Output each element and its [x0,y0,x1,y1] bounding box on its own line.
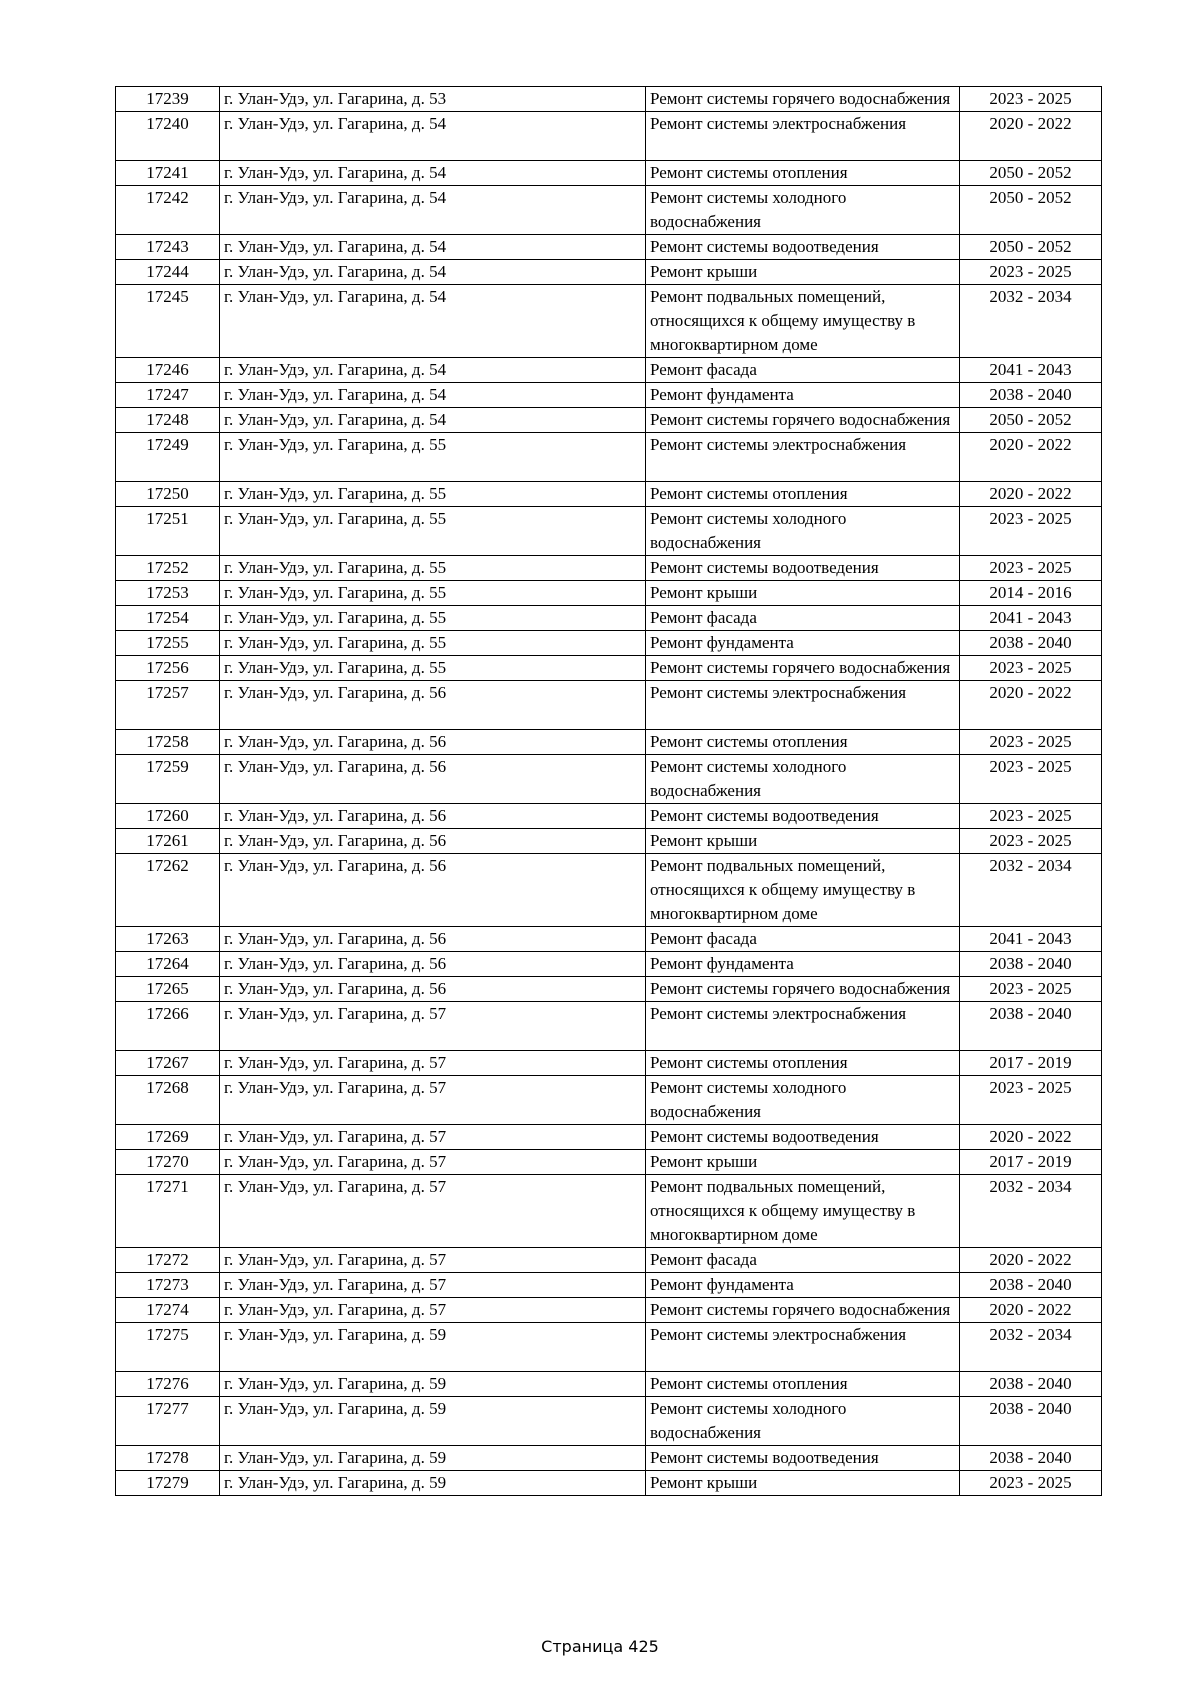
period-cell: 2050 - 2052 [960,161,1102,186]
work-type-cell: Ремонт крыши [646,1471,960,1496]
address-cell: г. Улан-Удэ, ул. Гагарина, д. 54 [220,383,646,408]
work-type-cell: Ремонт фундамента [646,1273,960,1298]
row-number: 17250 [116,482,220,507]
period-cell: 2023 - 2025 [960,507,1102,556]
table-row [116,556,1102,581]
work-type-cell: Ремонт фасада [646,358,960,383]
period-cell: 2041 - 2043 [960,927,1102,952]
row-number: 17262 [116,854,220,927]
table-row [116,1051,1102,1076]
address-cell: г. Улан-Удэ, ул. Гагарина, д. 57 [220,1125,646,1150]
address-cell: г. Улан-Удэ, ул. Гагарина, д. 54 [220,112,646,161]
work-type-cell: Ремонт системы электроснабжения [646,1323,960,1372]
row-number: 17249 [116,433,220,482]
table-row [116,581,1102,606]
work-type-cell: Ремонт системы холодного водоснабжения [646,1397,960,1446]
address-cell: г. Улан-Удэ, ул. Гагарина, д. 54 [220,285,646,358]
period-cell: 2041 - 2043 [960,358,1102,383]
row-number: 17248 [116,408,220,433]
table-row [116,1076,1102,1125]
address-cell: г. Улан-Удэ, ул. Гагарина, д. 54 [220,260,646,285]
address-cell: г. Улан-Удэ, ул. Гагарина, д. 54 [220,161,646,186]
table-row [116,656,1102,681]
address-cell: г. Улан-Удэ, ул. Гагарина, д. 57 [220,1273,646,1298]
period-cell: 2023 - 2025 [960,1076,1102,1125]
work-type-cell: Ремонт фасада [646,1248,960,1273]
period-cell: 2038 - 2040 [960,952,1102,977]
table-row [116,829,1102,854]
work-type-cell: Ремонт фасада [646,606,960,631]
table-row [116,1150,1102,1175]
row-number: 17254 [116,606,220,631]
address-cell: г. Улан-Удэ, ул. Гагарина, д. 57 [220,1076,646,1125]
period-cell: 2023 - 2025 [960,977,1102,1002]
period-cell: 2038 - 2040 [960,1002,1102,1051]
period-cell: 2023 - 2025 [960,260,1102,285]
address-cell: г. Улан-Удэ, ул. Гагарина, д. 56 [220,854,646,927]
table-row [116,186,1102,235]
period-cell: 2032 - 2034 [960,854,1102,927]
period-cell: 2020 - 2022 [960,1298,1102,1323]
table-row [116,927,1102,952]
table-row [116,1248,1102,1273]
work-type-cell: Ремонт системы горячего водоснабжения [646,977,960,1002]
period-cell: 2038 - 2040 [960,631,1102,656]
table-row [116,235,1102,260]
period-cell: 2050 - 2052 [960,235,1102,260]
period-cell: 2023 - 2025 [960,1471,1102,1496]
period-cell: 2023 - 2025 [960,656,1102,681]
work-type-cell: Ремонт системы электроснабжения [646,433,960,482]
period-cell: 2017 - 2019 [960,1150,1102,1175]
row-number: 17252 [116,556,220,581]
address-cell: г. Улан-Удэ, ул. Гагарина, д. 57 [220,1248,646,1273]
period-cell: 2041 - 2043 [960,606,1102,631]
period-cell: 2020 - 2022 [960,681,1102,730]
table-row [116,285,1102,358]
work-type-cell: Ремонт системы водоотведения [646,1125,960,1150]
address-cell: г. Улан-Удэ, ул. Гагарина, д. 56 [220,755,646,804]
address-cell: г. Улан-Удэ, ул. Гагарина, д. 59 [220,1372,646,1397]
table-row [116,1397,1102,1446]
table-row [116,854,1102,927]
table-row [116,804,1102,829]
work-type-cell: Ремонт системы горячего водоснабжения [646,656,960,681]
period-cell: 2020 - 2022 [960,433,1102,482]
table-row [116,1323,1102,1372]
work-type-cell: Ремонт системы отопления [646,730,960,755]
table-row [116,606,1102,631]
period-cell: 2038 - 2040 [960,383,1102,408]
address-cell: г. Улан-Удэ, ул. Гагарина, д. 59 [220,1397,646,1446]
row-number: 17246 [116,358,220,383]
page-number: Страница 425 [541,1637,659,1656]
table-row [116,681,1102,730]
address-cell: г. Улан-Удэ, ул. Гагарина, д. 53 [220,87,646,112]
period-cell: 2020 - 2022 [960,1125,1102,1150]
period-cell: 2023 - 2025 [960,829,1102,854]
address-cell: г. Улан-Удэ, ул. Гагарина, д. 55 [220,631,646,656]
address-cell: г. Улан-Удэ, ул. Гагарина, д. 55 [220,656,646,681]
work-type-cell: Ремонт системы холодного водоснабжения [646,186,960,235]
row-number: 17271 [116,1175,220,1248]
address-cell: г. Улан-Удэ, ул. Гагарина, д. 57 [220,1002,646,1051]
table-body [116,87,1102,1496]
work-type-cell: Ремонт системы водоотведения [646,235,960,260]
work-type-cell: Ремонт системы отопления [646,1051,960,1076]
work-type-cell: Ремонт системы водоотведения [646,804,960,829]
work-type-cell: Ремонт фундамента [646,952,960,977]
row-number: 17279 [116,1471,220,1496]
period-cell: 2014 - 2016 [960,581,1102,606]
row-number: 17259 [116,755,220,804]
address-cell: г. Улан-Удэ, ул. Гагарина, д. 55 [220,581,646,606]
work-type-cell: Ремонт фундамента [646,383,960,408]
table-row [116,1175,1102,1248]
table-row [116,1273,1102,1298]
work-type-cell: Ремонт крыши [646,581,960,606]
period-cell: 2038 - 2040 [960,1397,1102,1446]
address-cell: г. Улан-Удэ, ул. Гагарина, д. 56 [220,952,646,977]
table-row [116,1298,1102,1323]
address-cell: г. Улан-Удэ, ул. Гагарина, д. 57 [220,1150,646,1175]
row-number: 17266 [116,1002,220,1051]
table-row [116,482,1102,507]
row-number: 17253 [116,581,220,606]
row-number: 17257 [116,681,220,730]
period-cell: 2032 - 2034 [960,1175,1102,1248]
row-number: 17255 [116,631,220,656]
row-number: 17258 [116,730,220,755]
row-number: 17270 [116,1150,220,1175]
table-row [116,433,1102,482]
address-cell: г. Улан-Удэ, ул. Гагарина, д. 54 [220,408,646,433]
row-number: 17247 [116,383,220,408]
work-type-cell: Ремонт крыши [646,260,960,285]
period-cell: 2023 - 2025 [960,730,1102,755]
address-cell: г. Улан-Удэ, ул. Гагарина, д. 56 [220,829,646,854]
address-cell: г. Улан-Удэ, ул. Гагарина, д. 56 [220,927,646,952]
period-cell: 2023 - 2025 [960,755,1102,804]
address-cell: г. Улан-Удэ, ул. Гагарина, д. 57 [220,1051,646,1076]
row-number: 17265 [116,977,220,1002]
work-type-cell: Ремонт системы холодного водоснабжения [646,507,960,556]
row-number: 17251 [116,507,220,556]
work-type-cell: Ремонт крыши [646,829,960,854]
table-row [116,952,1102,977]
address-cell: г. Улан-Удэ, ул. Гагарина, д. 56 [220,681,646,730]
row-number: 17239 [116,87,220,112]
table-row [116,755,1102,804]
work-type-cell: Ремонт крыши [646,1150,960,1175]
table-row [116,1446,1102,1471]
work-type-cell: Ремонт подвальных помещений, относящихся к общему имуществу в многоквартирном доме [646,1175,960,1248]
row-number: 17241 [116,161,220,186]
row-number: 17264 [116,952,220,977]
table-row [116,383,1102,408]
table-row [116,1002,1102,1051]
row-number: 17242 [116,186,220,235]
work-type-cell: Ремонт подвальных помещений, относящихся к общему имуществу в многоквартирном доме [646,285,960,358]
address-cell: г. Улан-Удэ, ул. Гагарина, д. 57 [220,1298,646,1323]
work-type-cell: Ремонт системы отопления [646,482,960,507]
address-cell: г. Улан-Удэ, ул. Гагарина, д. 56 [220,804,646,829]
work-type-cell: Ремонт системы электроснабжения [646,1002,960,1051]
row-number: 17275 [116,1323,220,1372]
row-number: 17268 [116,1076,220,1125]
row-number: 17244 [116,260,220,285]
address-cell: г. Улан-Удэ, ул. Гагарина, д. 59 [220,1323,646,1372]
table-row [116,358,1102,383]
address-cell: г. Улан-Удэ, ул. Гагарина, д. 55 [220,433,646,482]
table-row [116,260,1102,285]
address-cell: г. Улан-Удэ, ул. Гагарина, д. 55 [220,556,646,581]
work-type-cell: Ремонт системы горячего водоснабжения [646,408,960,433]
period-cell: 2020 - 2022 [960,1248,1102,1273]
period-cell: 2017 - 2019 [960,1051,1102,1076]
address-cell: г. Улан-Удэ, ул. Гагарина, д. 56 [220,730,646,755]
row-number: 17278 [116,1446,220,1471]
table-row [116,507,1102,556]
period-cell: 2032 - 2034 [960,1323,1102,1372]
work-type-cell: Ремонт системы электроснабжения [646,681,960,730]
work-type-cell: Ремонт системы отопления [646,1372,960,1397]
period-cell: 2038 - 2040 [960,1446,1102,1471]
work-type-cell: Ремонт системы холодного водоснабжения [646,1076,960,1125]
row-number: 17256 [116,656,220,681]
row-number: 17263 [116,927,220,952]
work-type-cell: Ремонт системы водоотведения [646,1446,960,1471]
row-number: 17243 [116,235,220,260]
period-cell: 2023 - 2025 [960,87,1102,112]
address-cell: г. Улан-Удэ, ул. Гагарина, д. 55 [220,507,646,556]
work-type-cell: Ремонт системы электроснабжения [646,112,960,161]
work-type-cell: Ремонт системы горячего водоснабжения [646,87,960,112]
work-type-cell: Ремонт фундамента [646,631,960,656]
period-cell: 2020 - 2022 [960,482,1102,507]
address-cell: г. Улан-Удэ, ул. Гагарина, д. 54 [220,186,646,235]
period-cell: 2038 - 2040 [960,1273,1102,1298]
row-number: 17277 [116,1397,220,1446]
period-cell: 2050 - 2052 [960,408,1102,433]
table-row [116,977,1102,1002]
row-number: 17240 [116,112,220,161]
address-cell: г. Улан-Удэ, ул. Гагарина, д. 54 [220,358,646,383]
address-cell: г. Улан-Удэ, ул. Гагарина, д. 55 [220,482,646,507]
address-cell: г. Улан-Удэ, ул. Гагарина, д. 55 [220,606,646,631]
work-type-cell: Ремонт подвальных помещений, относящихся к общему имуществу в многоквартирном доме [646,854,960,927]
works-table [115,86,1102,1496]
row-number: 17272 [116,1248,220,1273]
period-cell: 2023 - 2025 [960,556,1102,581]
period-cell: 2020 - 2022 [960,112,1102,161]
address-cell: г. Улан-Удэ, ул. Гагарина, д. 54 [220,235,646,260]
row-number: 17245 [116,285,220,358]
row-number: 17273 [116,1273,220,1298]
row-number: 17260 [116,804,220,829]
row-number: 17269 [116,1125,220,1150]
row-number: 17261 [116,829,220,854]
table-row [116,631,1102,656]
work-type-cell: Ремонт фасада [646,927,960,952]
table-row [116,1125,1102,1150]
row-number: 17267 [116,1051,220,1076]
work-type-cell: Ремонт системы отопления [646,161,960,186]
work-type-cell: Ремонт системы холодного водоснабжения [646,755,960,804]
address-cell: г. Улан-Удэ, ул. Гагарина, д. 59 [220,1471,646,1496]
table-row [116,161,1102,186]
period-cell: 2032 - 2034 [960,285,1102,358]
period-cell: 2023 - 2025 [960,804,1102,829]
row-number: 17274 [116,1298,220,1323]
table-row [116,1471,1102,1496]
work-type-cell: Ремонт системы горячего водоснабжения [646,1298,960,1323]
table-row [116,1372,1102,1397]
table-row [116,87,1102,112]
work-type-cell: Ремонт системы водоотведения [646,556,960,581]
period-cell: 2038 - 2040 [960,1372,1102,1397]
row-number: 17276 [116,1372,220,1397]
table-row [116,112,1102,161]
table-row [116,408,1102,433]
table-row [116,730,1102,755]
address-cell: г. Улан-Удэ, ул. Гагарина, д. 56 [220,977,646,1002]
period-cell: 2050 - 2052 [960,186,1102,235]
address-cell: г. Улан-Удэ, ул. Гагарина, д. 57 [220,1175,646,1248]
address-cell: г. Улан-Удэ, ул. Гагарина, д. 59 [220,1446,646,1471]
